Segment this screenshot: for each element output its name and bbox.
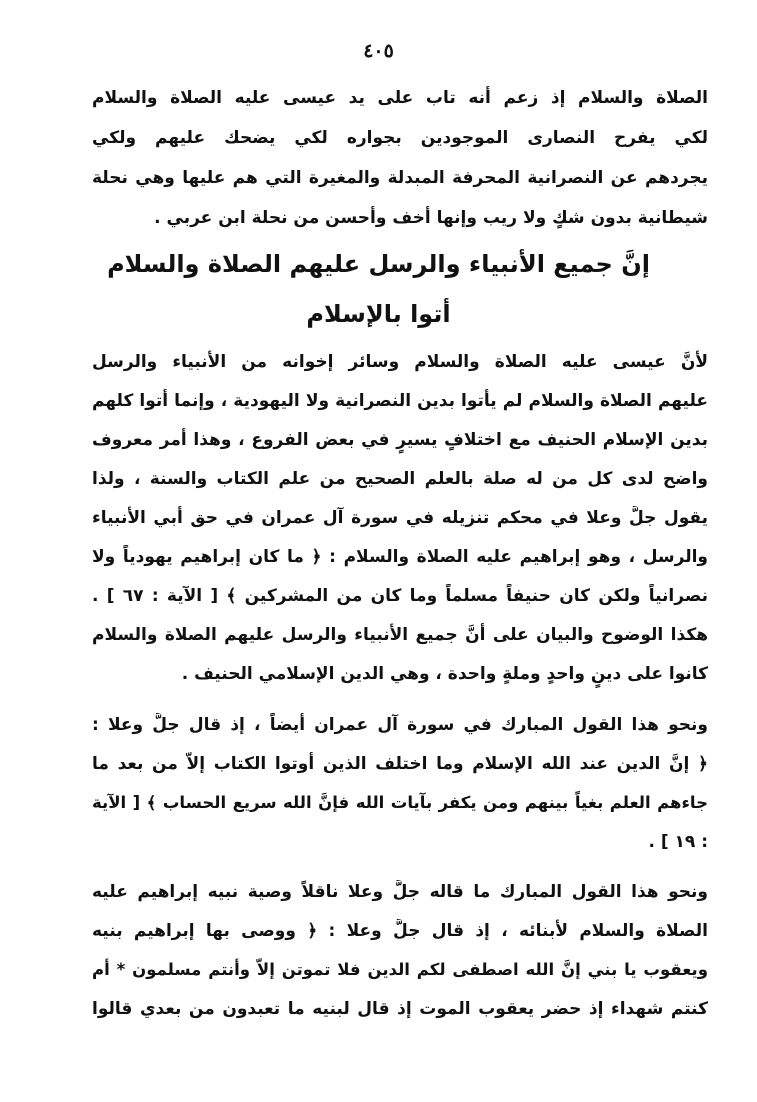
text-line: ويعقوب يا بني إنَّ الله اصطفى لكم الدين فلا تموتن إلاَّ وأنتم مسلمون * أم — [92, 960, 708, 979]
text-line: يجردهم عن النصرانية المحرفة المبدلة والمغيرة التي هم عليها وهي نحلة — [92, 168, 708, 188]
text-line: والرسل ، وهو إبراهيم عليه الصلاة والسلام : ﴿ ما كان إبراهيم يهودياً ولا — [92, 547, 708, 567]
text-line: ونحو هذا القول المبارك في سورة آل عمران أيضاً ، إذ قال جلَّ وعلا : — [92, 715, 708, 735]
text-line: بدين الإسلام الحنيف مع اختلافٍ يسيرٍ في بعض الفروع ، وهذا أمر معروف — [92, 430, 708, 450]
text-line: هكذا الوضوح والبيان على أنَّ جميع الأنبياء والرسل عليهم الصلاة والسلام — [92, 625, 708, 645]
text-line: جاءهم العلم بغياً بينهم ومن يكفر بآيات الله فإنَّ الله سريع الحساب ﴾ [ الآية — [92, 793, 708, 812]
page-number: ٤٠٥ — [363, 40, 394, 62]
text-line: عليهم الصلاة والسلام لم يأتوا بدين النصرانية ولا اليهودية ، وإنما أتوا كلهم — [92, 391, 708, 411]
text-line: الصلاة والسلام إذ زعم أنه تاب على يد عيسى عليه الصلاة والسلام — [92, 88, 708, 108]
text-line: ونحو هذا القول المبارك ما قاله جلَّ وعلا ناقلاً وصية نبيه إبراهيم عليه — [92, 882, 708, 902]
text-line: كنتم شهداء إذ حضر يعقوب الموت إذ قال لبنيه ما تعبدون من بعدي قالوا — [92, 999, 708, 1019]
text-line: لأنَّ عيسى عليه الصلاة والسلام وسائر إخوانه من الأنبياء والرسل — [92, 352, 708, 372]
text-line: نصرانياً ولكن كان حنيفاً مسلماً وما كان من المشركين ﴾ [ الآية : ٦٧ ] . — [92, 586, 708, 606]
text-line: واضح لدى كل من له صلة بالعلم الصحيح من علم الكتاب والسنة ، ولذا — [92, 469, 708, 489]
text-line: : ١٩ ] . — [648, 832, 708, 852]
section-heading-line-1: إنَّ جميع الأنبياء والرسل عليهم الصلاة والسلام — [107, 250, 650, 278]
section-heading-line-2: أتوا بالإسلام — [306, 300, 451, 328]
text-line: ﴿ إنَّ الدين عند الله الإسلام وما اختلف الذين أوتوا الكتاب إلاَّ من بعد ما — [92, 754, 708, 774]
text-line: لكي يفرح النصارى الموجودين بجواره لكي يضحك عليهم ولكي — [92, 128, 708, 148]
text-line: الصلاة والسلام لأبنائه ، إذ قال جلَّ وعلا : ﴿ ووصى بها إبراهيم بنيه — [92, 921, 708, 941]
text-line: كانوا على دينٍ واحدٍ وملةٍ واحدة ، وهي الدين الإسلامي الحنيف . — [181, 664, 708, 684]
text-line: شيطانية بدون شكٍ ولا ريب وإنها أخف وأحسن من نحلة ابن عربي . — [154, 208, 708, 228]
text-line: يقول جلَّ وعلا في محكم تنزيله في سورة آل عمران في حق أبي الأنبياء — [92, 508, 708, 528]
